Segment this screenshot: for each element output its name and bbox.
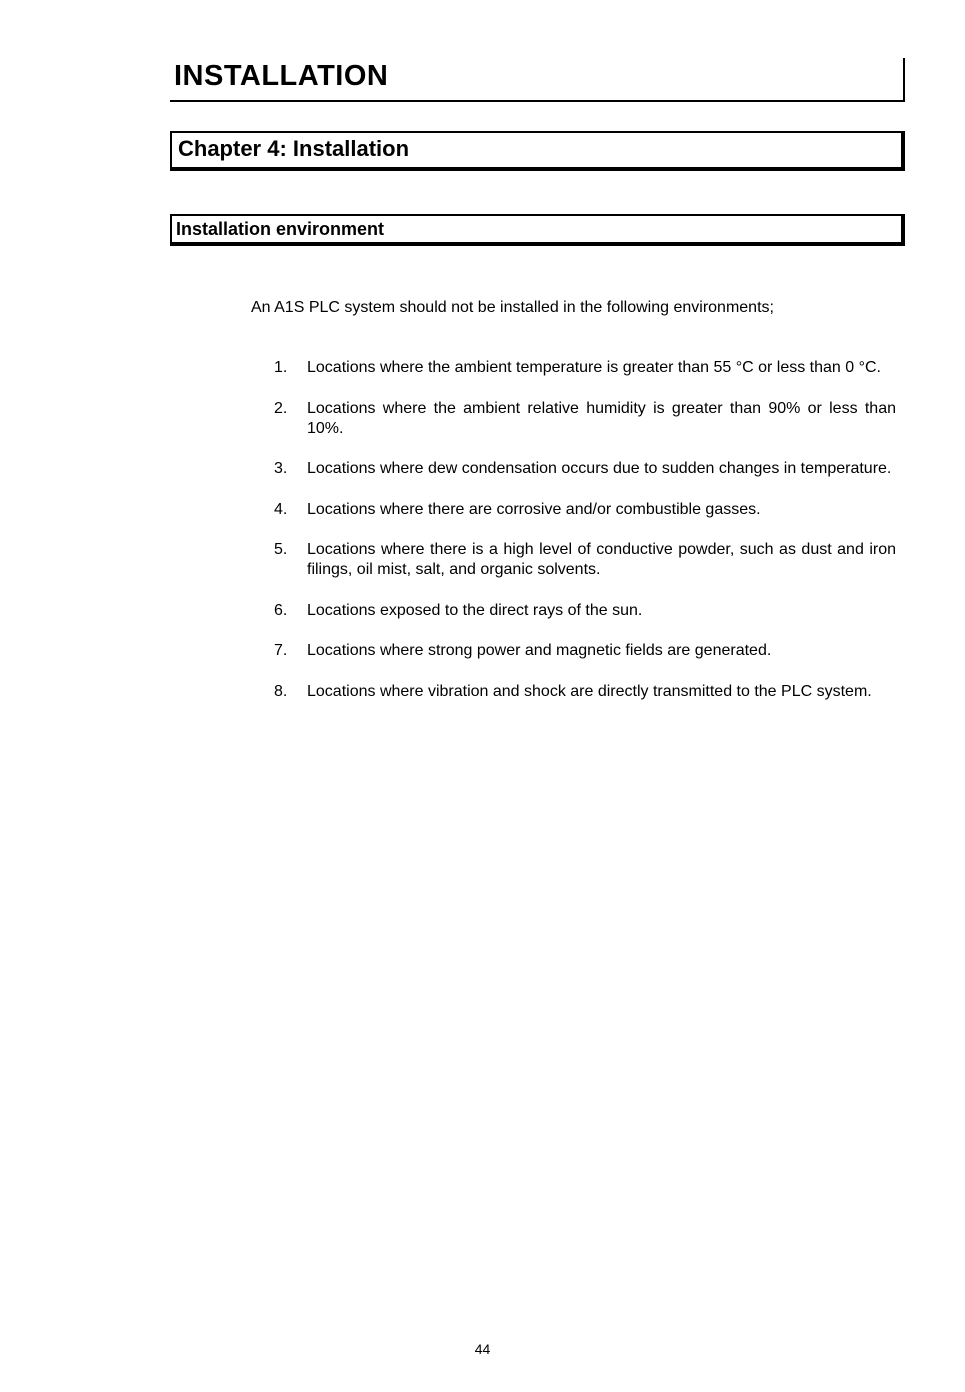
- list-item-number: 8.: [274, 682, 288, 700]
- list-item: [268, 459, 896, 479]
- list-item-number: 3.: [274, 460, 288, 477]
- environment-list: [268, 358, 896, 722]
- list-item: [268, 500, 896, 520]
- list-item: [268, 540, 896, 580]
- list-item: [268, 601, 896, 621]
- list-item-text: Locations where the ambient temperature is greater than 55 °C or less than 0 °C.: [307, 359, 881, 376]
- section-title: Installation environment: [176, 219, 385, 239]
- list-item: [268, 682, 896, 702]
- page-number: 44: [474, 1341, 491, 1357]
- list-item-number: 5.: [274, 541, 288, 558]
- list-item-number: 1.: [274, 359, 288, 376]
- list-item: [268, 641, 896, 661]
- list-item-text: Locations where there is a high level of conductive powder, such as dust and iron filings, oil mist, salt, and organic solvents.: [307, 541, 896, 578]
- list-item-text: Locations where dew condensation occurs due to sudden changes in temperature.: [307, 460, 892, 477]
- list-item-text: Locations where there are corrosive and/or combustible gasses.: [307, 500, 761, 518]
- section-heading-box: [170, 214, 905, 246]
- list-item: [268, 399, 896, 439]
- list-item-text: Locations where strong power and magnetic fields are generated.: [307, 642, 772, 659]
- list-item-number: 4.: [274, 500, 288, 518]
- chapter-title: Chapter 4: Installation: [178, 136, 410, 161]
- page-header: [170, 58, 905, 102]
- list-item-number: 2.: [274, 399, 288, 417]
- page-header-title: INSTALLATION: [174, 60, 389, 92]
- intro-paragraph: An A1S PLC system should not be installed in the following environments;: [251, 299, 774, 316]
- list-item-number: 6.: [274, 601, 288, 619]
- list-item: [268, 358, 896, 378]
- list-item-number: 7.: [274, 642, 288, 659]
- list-item-text: Locations exposed to the direct rays of the sun.: [307, 601, 643, 619]
- chapter-heading-box: [170, 131, 905, 171]
- header-rule: [903, 58, 905, 102]
- list-item-text: Locations where vibration and shock are directly transmitted to the PLC system.: [307, 682, 872, 700]
- list-item-text: Locations where the ambient relative humidity is greater than 90% or less than 10%.: [307, 399, 896, 437]
